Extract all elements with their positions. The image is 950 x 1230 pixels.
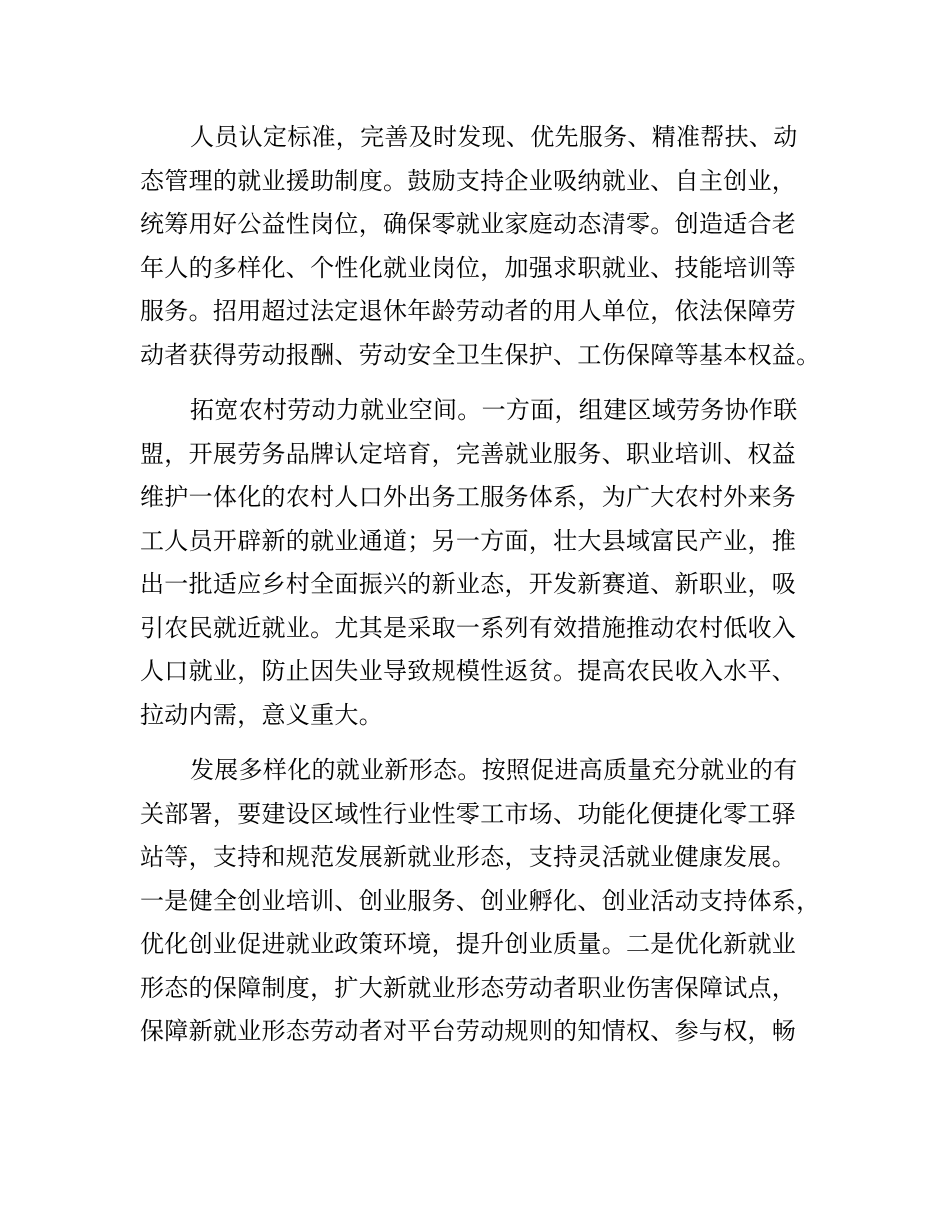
text-line: 拉动内需，意义重大。 [140, 700, 383, 729]
text-line: 动者获得劳动报酬、劳动安全卫生保护、工伤保障等基本权益。 [140, 340, 821, 369]
document-body [140, 116, 840, 1066]
text-line: 盟，开展劳务品牌认定培育，完善就业服务、职业培训、权益 [140, 439, 797, 468]
text-line: 服务。招用超过法定退休年龄劳动者的用人单位，依法保障劳 [140, 297, 797, 325]
text-line: 关部署，要建设区域性行业性零工市场、功能化便捷化零工驿 [140, 799, 797, 828]
paragraph-1 [140, 116, 840, 377]
paragraph-2 [140, 389, 840, 737]
text-line: 一是健全创业培训、创业服务、创业孵化、创业活动支持体系， [140, 886, 821, 915]
text-line: 拓宽农村劳动力就业空间。一方面，组建区域劳务协作联 [190, 396, 798, 424]
text-line: 人口就业，防止因失业导致规模性返贫。提高农民收入水平、 [140, 657, 797, 685]
text-line: 发展多样化的就业新形态。按照促进高质量充分就业的有 [190, 756, 798, 784]
text-line: 引农民就近就业。尤其是采取一系列有效措施推动农村低收入 [140, 613, 797, 642]
text-line: 维护一体化的农村人口外出务工服务体系，为广大农村外来务 [140, 483, 797, 511]
text-line: 年人的多样化、个性化就业岗位，加强求职就业、技能培训等 [140, 253, 797, 282]
text-line: 优化创业促进就业政策环境，提升创业质量。二是优化新就业 [140, 930, 797, 958]
text-line: 统筹用好公益性岗位，确保零就业家庭动态清零。创造适合老 [140, 210, 797, 238]
text-line: 态管理的就业援助制度。鼓励支持企业吸纳就业、自主创业， [140, 166, 797, 195]
text-line: 保障新就业形态劳动者对平台劳动规则的知情权、参与权，畅 [140, 1017, 797, 1045]
paragraph-3 [140, 749, 840, 1054]
text-line: 出一批适应乡村全面振兴的新业态，开发新赛道、新职业，吸 [140, 570, 797, 598]
text-line: 人员认定标准，完善及时发现、优先服务、精准帮扶、动 [190, 123, 798, 151]
text-line: 工人员开辟新的就业通道；另一方面，壮大县域富民产业，推 [140, 526, 797, 555]
text-line: 站等，支持和规范发展新就业形态，支持灵活就业健康发展。 [140, 843, 797, 871]
text-line: 形态的保障制度，扩大新就业形态劳动者职业伤害保障试点， [140, 973, 797, 1002]
